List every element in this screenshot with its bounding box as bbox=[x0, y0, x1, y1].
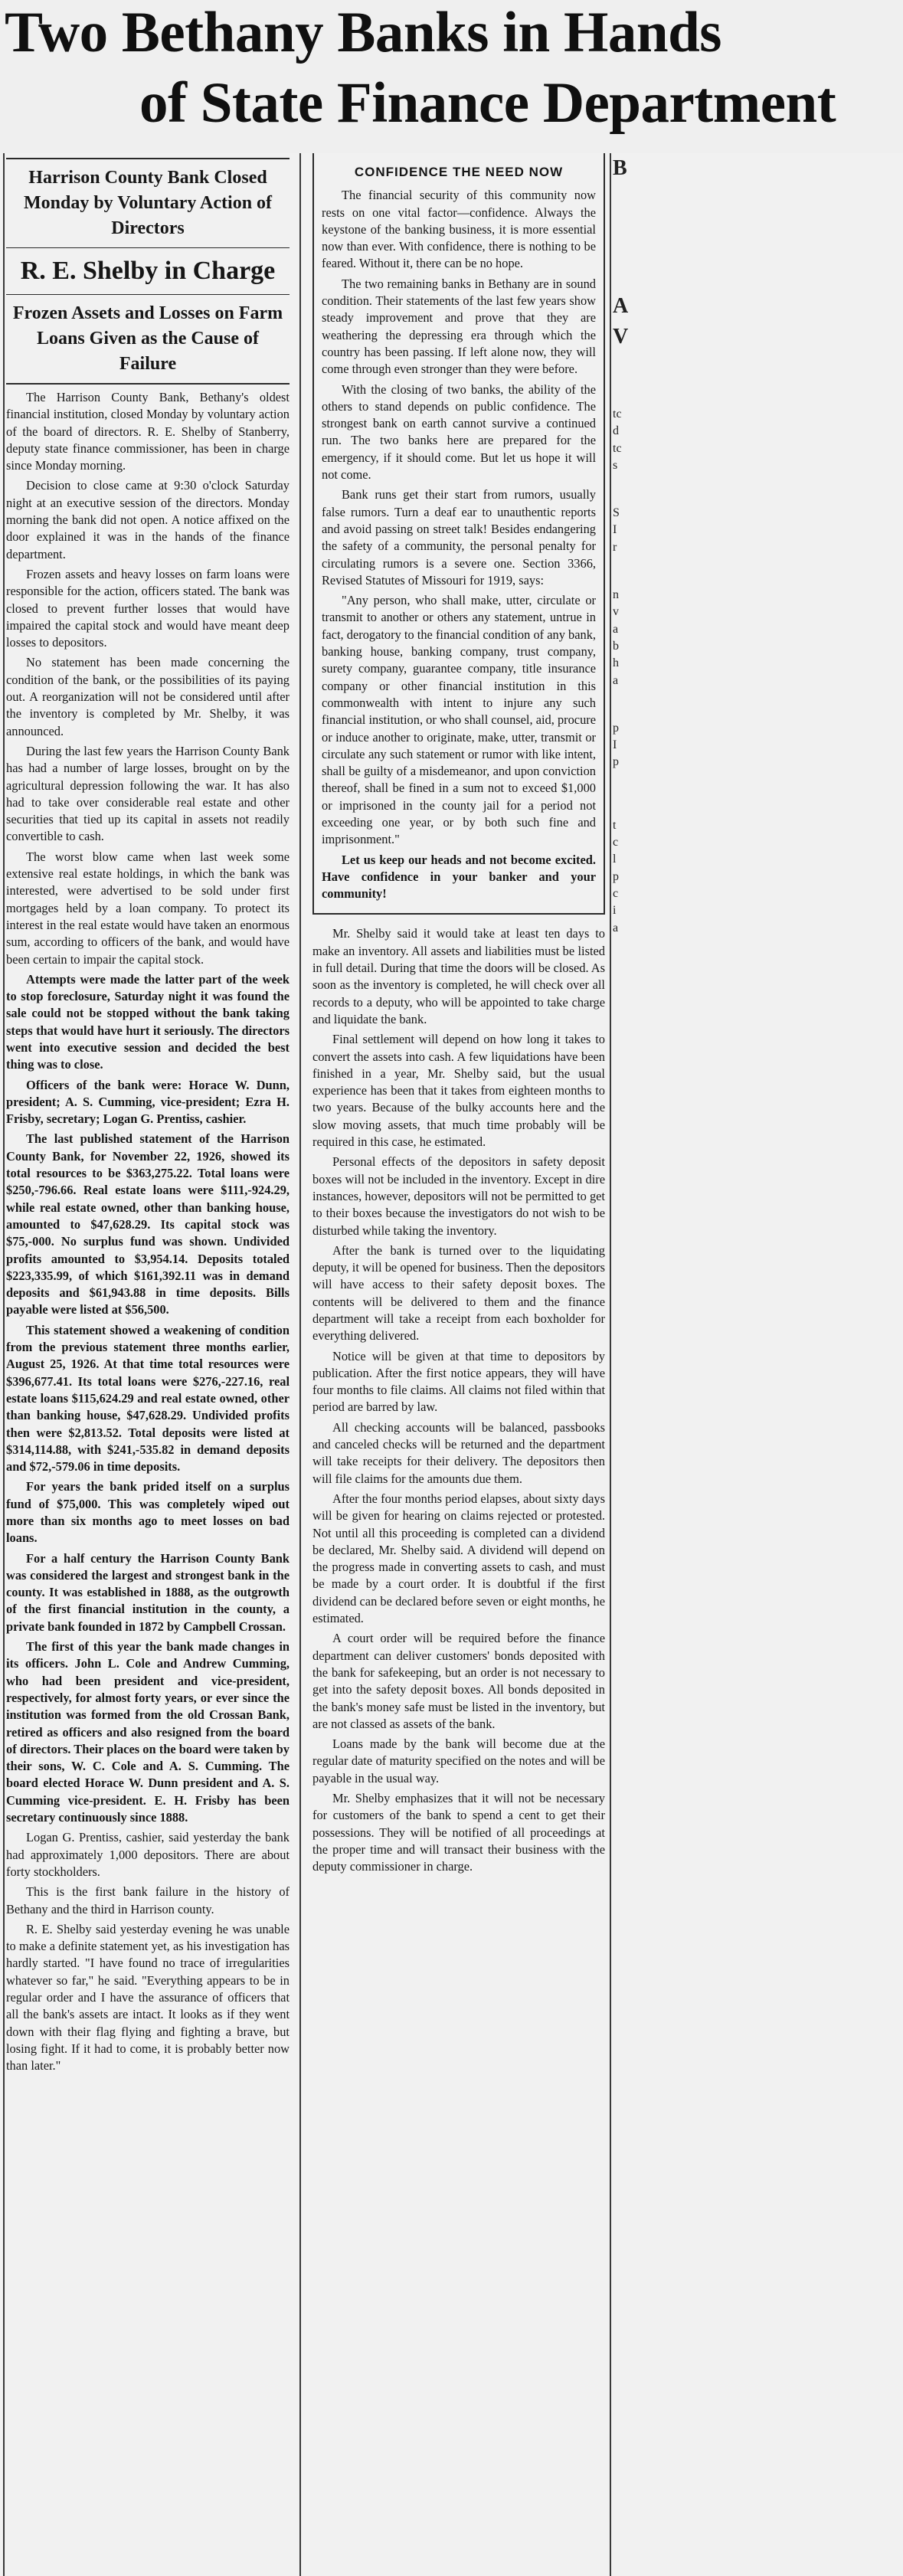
edge-fragment: r bbox=[613, 540, 617, 554]
edge-fragment: p bbox=[613, 721, 619, 735]
edge-fragment: a bbox=[613, 622, 619, 636]
edge-fragment: d bbox=[613, 424, 619, 438]
editorial-paragraph: The two remaining banks in Bethany are in sound condition. Their statements of the last few years show steady improvement and prove that they are weathering the depressing era through which the country has been passing. If left alone now, they will come through even stronger than they were before. bbox=[322, 276, 596, 377]
deck-2 bbox=[6, 254, 290, 288]
editorial-box-title: CONFIDENCE THE NEED NOW bbox=[354, 165, 564, 179]
article-paragraph-bold: For a half century the Harrison County Bank was considered the largest and strongest bank in the county. It was established in 1888, as the outgrowth of the first financial institution in the county, a private bank founded in 1872 by Campbell Crossan. bbox=[6, 1550, 290, 1634]
article-paragraph: All checking accounts will be balanced, passbooks and canceled checks will be returned and the department will take receipts for their delivery. The depositors then will file claims for the amounts due them. bbox=[312, 1419, 605, 1486]
left-article-column bbox=[6, 153, 290, 2576]
edge-fragment: n bbox=[613, 588, 619, 602]
article-paragraph: Final settlement will depend on how long it takes to convert the assets into cash. A few liquidations have been finished in a year, Mr. Shelby said, but the usual experience has been that it takes from eighteen months to two years. Because of the bulky accounts here and the slow moving assets, that much time probably will be required in this case, he estimated. bbox=[312, 1032, 605, 1150]
edge-fragment: I bbox=[613, 738, 617, 752]
article-paragraph: Mr. Shelby said it would take at least ten days to make an inventory. All assets and liabilities must be listed in full detail. During that time the doors will be closed. As soon as the inventory is completed, he will check over all records to a deputy, who will be appointed to take charge and liquidate the bank. bbox=[312, 926, 605, 1026]
deck-3 bbox=[6, 301, 290, 377]
deck-1-text: Harrison County Bank Closed Monday by Voluntary Action of Directors bbox=[23, 168, 273, 238]
editorial-box bbox=[312, 153, 605, 915]
article-paragraph: After the four months period elapses, about sixty days will be given for hearing on claims rejected or protested. Not until all this proceeding is completed can a dividend be declared, Mr. Shelby said. A dividend will depend on the progress made in converting assets to cash, and must be made by a court order. It is doubtful if the first dividend can be declared before seven or eight months, he estimated. bbox=[312, 1491, 605, 1626]
article-paragraph: No statement has been made concerning the condition of the bank, or the possibilities of its paying out. A reorganization will not be considered until after the inventory is completed by Mr. Shelby, it was announced. bbox=[6, 655, 290, 738]
article-paragraph-bold: Attempts were made the latter part of the week to stop foreclosure, Saturday night it was found the sale could not be stopped without the bank taking steps that would have hurt it seriously. The directors went into executive session and decided the best thing was to close. bbox=[6, 971, 290, 1072]
right-article-column bbox=[312, 153, 605, 2576]
edge-fragment: tc bbox=[613, 408, 622, 421]
article-paragraph: Loans made by the bank will become due at the regular date of maturity specified on the notes and will be payable in the usual way. bbox=[312, 1736, 605, 1786]
headline-line-2: of State Finance Department bbox=[139, 71, 836, 135]
deck-rule bbox=[6, 383, 290, 385]
article-paragraph: Logan G. Prentiss, cashier, said yesterday the bank had approximately 1,000 depositors. There are about forty stockholders. bbox=[6, 1830, 290, 1879]
edge-fragment: B bbox=[613, 156, 627, 180]
edge-spacer bbox=[613, 556, 633, 587]
deck-rule bbox=[6, 158, 290, 159]
edge-fragment: tc bbox=[613, 441, 622, 455]
edge-spacer bbox=[613, 474, 633, 505]
edge-fragment: A bbox=[613, 294, 629, 318]
editorial-statute-quote: "Any person, who shall make, utter, circulate or transmit to another or others any statement, untrue in fact, derogatory to the financial condition of any bank, banking house, banking company, trust company, surety company, guarantee company, title insurance company or other financial institution in this commonwealth with intent to injure any such financial institution, or who shall counsel, aid, procure or induce another to originate, make, utter, transmit or circulate any such statement or rumor with like intent, shall be guilty of a misdemeanor, and upon conviction thereof, shall be fined in a sum not to exceed $1,000 or imprisoned in the county jail for a period not exceeding one year, or by both such fine and imprisonment." bbox=[322, 593, 596, 847]
editorial-paragraph: The financial security of this community now rests on one vital factor—confidence. Always the keystone of the banking business, it is more essential now than ever. With confidence, there is nothing to be feared. Without it, there can be no hope. bbox=[322, 188, 596, 271]
deck-2-text: R. E. Shelby in Charge bbox=[20, 257, 276, 285]
column-rule-center bbox=[299, 153, 301, 2576]
edge-fragment: c bbox=[613, 836, 619, 849]
deck-3-text: Frozen Assets and Losses on Farm Loans Given as the Cause of Failure bbox=[12, 303, 283, 374]
edge-spacer bbox=[613, 352, 633, 406]
article-paragraph-bold: Officers of the bank were: Horace W. Dunn, president; A. S. Cumming, vice-president; Ezra H. Frisby, secretary; Logan G. Prentiss, cashier. bbox=[6, 1077, 290, 1127]
edge-fragment: b bbox=[613, 639, 619, 653]
edge-fragment: a bbox=[613, 673, 619, 687]
article-paragraph: Notice will be given at that time to depositors by publication. After the first notice appears, they will have four months to file claims. All claims not filed within that period are barred by law. bbox=[312, 1348, 605, 1415]
article-paragraph: After the bank is turned over to the liquidating deputy, it will be opened for business. Then the depositors will have access to their safety deposit boxes. The contents will be delivered to them and the finance department will take a receipt from each boxholder for everything delivered. bbox=[312, 1242, 605, 1344]
edge-fragment: l bbox=[613, 853, 617, 866]
edge-fragment: I bbox=[613, 523, 617, 537]
headline-line-1: Two Bethany Banks in Hands bbox=[5, 1, 721, 64]
headline bbox=[0, 0, 903, 153]
article-paragraph: A court order will be required before the finance department can deliver customers' bonds deposited with the bank for safekeeping, but an order is not necessary to get into the safety deposit boxes. All bonds deposited in the bank's money safe must be listed in the inventory, but are not classed as assets of the bank. bbox=[312, 1631, 605, 1731]
article-paragraph-bold: This statement showed a weakening of condition from the previous statement three months earlier, August 25, 1926. At that time total resources were $396,677.41. Its total loans were $276,-227.16, real estate loans $115,624.29 and real estate owned, other than banking house, $47,628.29. Undivided profits then were $2,813.52. Total deposits were listed at $314,114.88, with $241,-535.82 in demand deposits and $72,-579.06 in time deposits. bbox=[6, 1322, 290, 1475]
edge-fragment: i bbox=[613, 904, 617, 918]
editorial-signoff: Let us keep our heads and not become excited. Have confidence in your banker and your community! bbox=[322, 852, 596, 902]
edge-fragment: S bbox=[613, 506, 620, 520]
edge-fragment: t bbox=[613, 818, 617, 832]
edge-fragment: a bbox=[613, 921, 619, 934]
edge-spacer bbox=[613, 184, 633, 291]
article-paragraph-bold: The first of this year the bank made changes in its officers. John L. Cole and Andrew Cumming, who had been president and vice-president, respectively, for almost forty years, or ever since the institution was formed from the old Crossan Bank, retired as officers and also resigned from the board of directors. Their places on the board were taken by their sons, W. C. Cole and A. S. Cumming. The board elected Horace W. Dunn president and A. S. Cumming vice-president. E. H. Frisby has been secretary continuously since 1888. bbox=[6, 1639, 290, 1825]
article-paragraph-bold: For years the bank prided itself on a surplus fund of $75,000. This was completely wiped out more than six months ago to meet losses on bad loans. bbox=[6, 1479, 290, 1546]
deck-rule bbox=[6, 247, 290, 248]
editorial-paragraph: Bank runs get their start from rumors, usually false rumors. Turn a deaf ear to unauthentic reports and avoid passing on street talk! Besides endangering the safety of a community, the personal penalty for circulating rumors is a severe one. Section 3366, Revised Statutes of Missouri for 1919, says: bbox=[322, 487, 596, 588]
column-rule-right bbox=[610, 153, 611, 2576]
article-paragraph: This is the first bank failure in the history of Bethany and the third in Harrison county. bbox=[6, 1884, 290, 1916]
edge-fragment: c bbox=[613, 886, 619, 900]
edge-fragment: V bbox=[613, 325, 629, 349]
edge-fragment: s bbox=[613, 458, 618, 472]
edge-spacer bbox=[613, 771, 633, 817]
deck-1 bbox=[6, 165, 290, 241]
article-paragraph: The worst blow came when last week some extensive real estate holdings, in which the bank was interested, were advertised to be sold under first mortgages held by a loan company. To protect its interest in the real estate would have taken an enormous sum, according to officers of the bank, and would have been certain to impair the capital stock. bbox=[6, 849, 290, 967]
article-paragraph: The Harrison County Bank, Bethany's oldest financial institution, closed Monday by voluntary action of the board of directors. R. E. Shelby of Stanberry, deputy state finance commissioner, has been in charge since Monday morning. bbox=[6, 390, 290, 473]
edge-fragment: h bbox=[613, 656, 619, 670]
article-paragraph: Mr. Shelby emphasizes that it will not be necessary for customers of the bank to spend a cent to get their possessions. They will be notified of all proceedings at the proper time and will transact their business with the deputy commissioner in charge. bbox=[312, 1791, 605, 1874]
article-paragraph: During the last few years the Harrison County Bank has had a number of large losses, brought on by the agricultural depression following the war. It has also had to take over considerable real estate and other securities that tied up its capital in assets not readily convertible to cash. bbox=[6, 743, 290, 844]
article-paragraph: Decision to close came at 9:30 o'clock Saturday night at an executive session of the directors. Monday morning the bank did not open. A notice affixed on the door explained it was in the hands of the finance department. bbox=[6, 478, 290, 561]
adjacent-column-fragments bbox=[613, 153, 633, 2576]
edge-spacer bbox=[613, 689, 633, 720]
deck-rule bbox=[6, 294, 290, 295]
edge-fragment: v bbox=[613, 605, 619, 619]
edge-fragment: p bbox=[613, 869, 619, 883]
article-paragraph: R. E. Shelby said yesterday evening he was unable to make a definite statement yet, as his investigation has hardly started. "I have found no trace of irregularities whatever so far," he said. "Everything appears to be in regular order and I have the assurance of officers that all the bank's assets are intact. It looks as if they went down with their flag flying and fighting a brave, but losing fight. If it had to come, it is probably better now than later." bbox=[6, 1921, 290, 2074]
article-paragraph: Personal effects of the depositors in safety deposit boxes will not be included in the inventory. Except in dire instances, however, depositors will not be permitted to get to their boxes because the investigators do not wish to be disturbed while taking the inventory. bbox=[312, 1154, 605, 1238]
editorial-paragraph: With the closing of two banks, the ability of the others to stand depends on public confidence. The strongest bank on earth cannot survive a continued run. The two banks here are prepared for the emergency, if it should come. But let us hope it will not come. bbox=[322, 381, 596, 483]
edge-fragment: p bbox=[613, 755, 619, 769]
article-paragraph-bold: The last published statement of the Harrison County Bank, for November 22, 1926, showed its total resources to be $363,275.22. Total loans were $250,-796.66. Real estate loans were $111,-924.29, while real estate owned, other than banking house, amounted to $47,628.29. Its capital stock was $75,-000. No surplus fund was shown. Undivided profits amounted to $3,954.14. Deposits totaled $223,335.99, of which $161,392.11 was in demand deposits and $61,943.88 in time deposits. Bills payable were listed at $56,500. bbox=[6, 1131, 290, 1317]
column-rule-left bbox=[3, 153, 5, 2576]
article-paragraph: Frozen assets and heavy losses on farm loans were responsible for the action, officers stated. The bank was closed to prevent further losses that would have impaired the capital stock and would have meant deep losses to depositors. bbox=[6, 566, 290, 650]
